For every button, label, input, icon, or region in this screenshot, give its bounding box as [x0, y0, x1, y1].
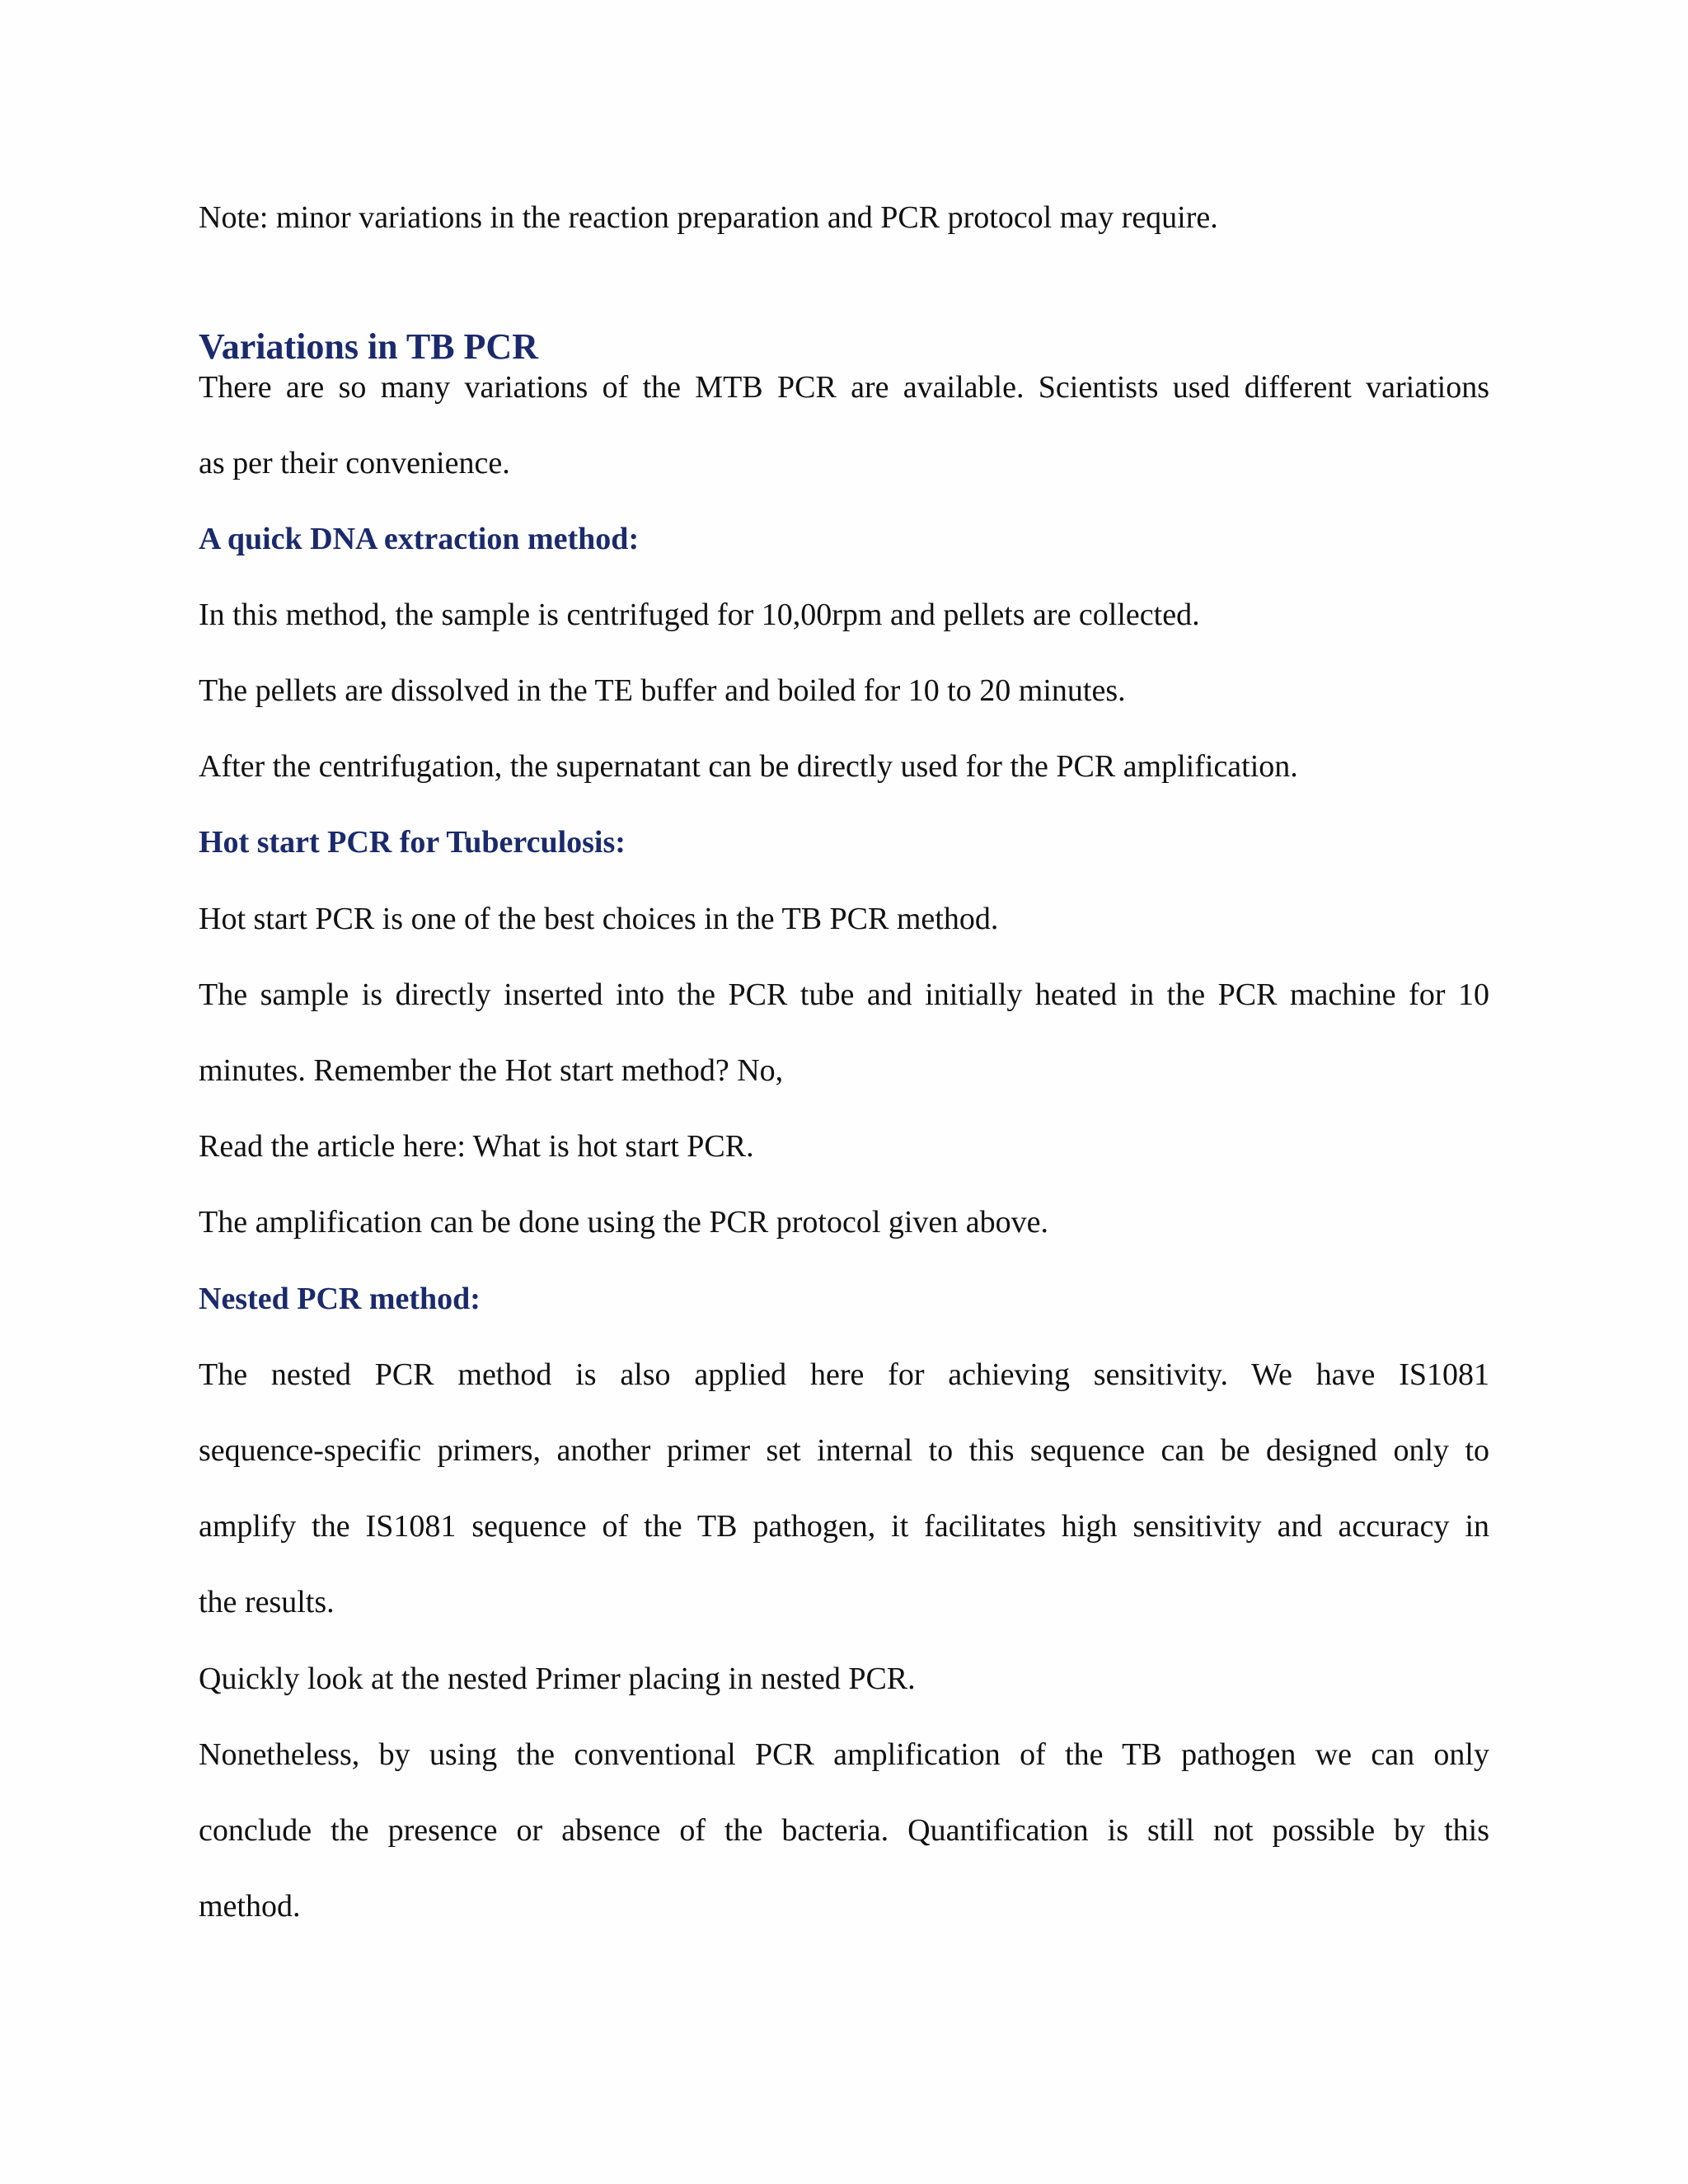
- subheading-nested-pcr: Nested PCR method:: [199, 1282, 481, 1316]
- hot-start-paragraph-2-line-2: minutes. Remember the Hot start method? No,: [199, 1053, 784, 1088]
- nested-paragraph-3-line-3: method.: [199, 1889, 301, 1924]
- nested-paragraph-3-line-2: conclude the presence or absence of the bacteria. Quantification is still not possible by this: [199, 1813, 1489, 1848]
- hot-start-paragraph-1: Hot start PCR is one of the best choices in the TB PCR method.: [199, 902, 999, 936]
- nested-paragraph-1-line-4: the results.: [199, 1585, 335, 1619]
- nested-paragraph-1-line-3: amplify the IS1081 sequence of the TB pathogen, it facilitates high sensitivity and accuracy in: [199, 1509, 1489, 1544]
- hot-start-paragraph-2-line-1: The sample is directly inserted into the PCR tube and initially heated in the PCR machine for 10: [199, 977, 1489, 1012]
- quick-dna-paragraph-3: After the centrifugation, the supernatant can be directly used for the PCR amplification.: [199, 749, 1298, 784]
- subheading-quick-dna: A quick DNA extraction method:: [199, 522, 640, 556]
- section-title: Variations in TB PCR: [199, 326, 538, 367]
- quick-dna-paragraph-2: The pellets are dissolved in the TE buffer and boiled for 10 to 20 minutes.: [199, 673, 1126, 708]
- nested-paragraph-3-line-1: Nonetheless, by using the conventional PCR amplification of the TB pathogen we can only: [199, 1737, 1489, 1772]
- intro-line-2: as per their convenience.: [199, 446, 510, 480]
- hot-start-paragraph-4: The amplification can be done using the PCR protocol given above.: [199, 1205, 1049, 1240]
- hot-start-article-reference: Read the article here: What is hot start PCR.: [199, 1129, 754, 1164]
- nested-paragraph-2: Quickly look at the nested Primer placing in nested PCR.: [199, 1661, 916, 1696]
- quick-dna-paragraph-1: In this method, the sample is centrifuged for 10,00rpm and pellets are collected.: [199, 598, 1200, 632]
- intro-line-1: There are so many variations of the MTB PCR are available. Scientists used different variations: [199, 370, 1489, 405]
- nested-paragraph-1-line-1: The nested PCR method is also applied here for achieving sensitivity. We have IS1081: [199, 1357, 1489, 1392]
- note-text: Note: minor variations in the reaction preparation and PCR protocol may require.: [199, 200, 1218, 235]
- subheading-hot-start: Hot start PCR for Tuberculosis:: [199, 825, 626, 860]
- nested-paragraph-1-line-2: sequence-specific primers, another primer set internal to this sequence can be designed only to: [199, 1433, 1489, 1468]
